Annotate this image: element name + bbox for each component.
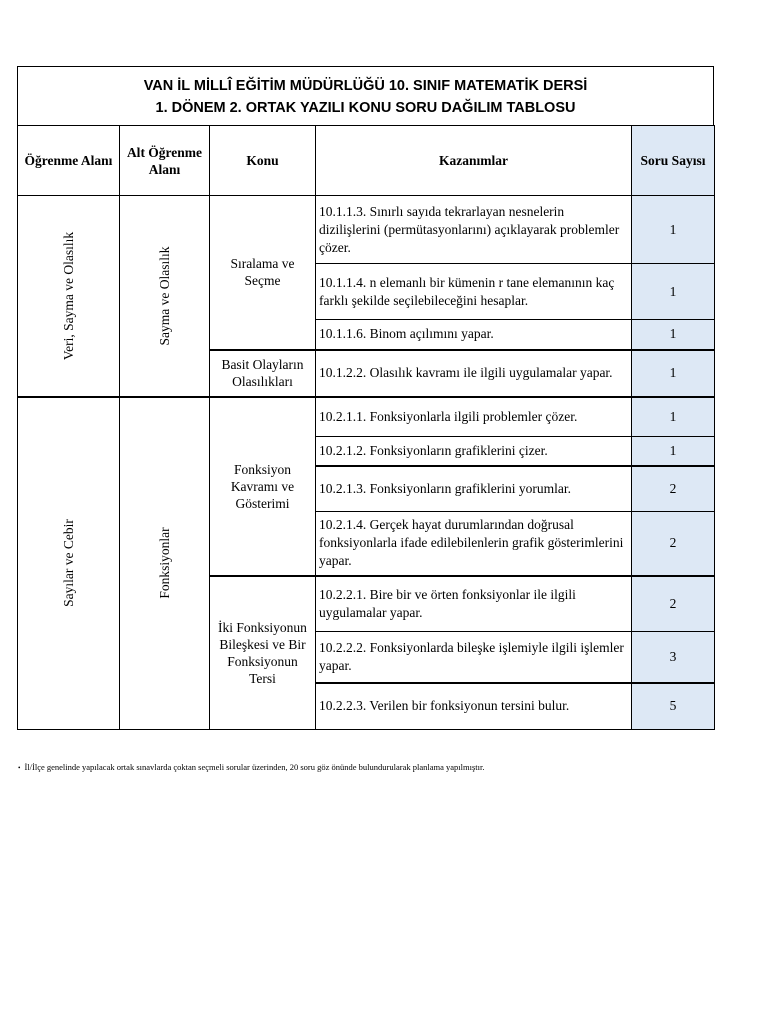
footnote-bullet: • [18, 764, 21, 773]
soru-cell: 1 [632, 264, 715, 320]
kazanim-cell: 10.2.1.1. Fonksiyonlarla ilgili problemler çözer. [316, 397, 632, 437]
header-kazanimlar: Kazanımlar [316, 126, 632, 196]
soru-cell: 1 [632, 397, 715, 437]
table-title [17, 66, 714, 126]
header-soru-sayisi: Soru Sayısı [632, 126, 715, 196]
table-row [18, 397, 715, 437]
header-alt-ogrenme-alani: Alt Öğrenme Alanı [120, 126, 210, 196]
header-ogrenme-alani: Öğrenme Alanı [18, 126, 120, 196]
konu-cell: Basit Olayların Olasılıkları [210, 350, 316, 397]
header-row [18, 126, 715, 196]
konu-cell: Sıralama ve Seçme [210, 196, 316, 350]
soru-cell: 3 [632, 632, 715, 683]
distribution-table [17, 125, 715, 730]
title-line-2: 1. DÖNEM 2. ORTAK YAZILI KONU SORU DAĞILIM TABLOSU [155, 100, 576, 116]
kazanim-cell: 10.1.2.2. Olasılık kavramı ile ilgili uygulamalar yapar. [316, 350, 632, 397]
soru-cell: 2 [632, 466, 715, 512]
soru-cell: 1 [632, 320, 715, 350]
kazanim-cell: 10.1.1.3. Sınırlı sayıda tekrarlayan nesnelerin dizilişlerini (permütasyonlarını) açıklayarak problemler çözer. [316, 196, 632, 264]
table-row [18, 196, 715, 264]
title-line-1: VAN İL MİLLÎ EĞİTİM MÜDÜRLÜĞÜ 10. SINIF MATEMATİK DERSİ [143, 78, 588, 94]
kazanim-cell: 10.2.1.4. Gerçek hayat durumlarından doğrusal fonksiyonlarla ifade edilebilenlerin grafik gösterimlerini yapar. [316, 512, 632, 576]
header-konu: Konu [210, 126, 316, 196]
soru-cell: 1 [632, 196, 715, 264]
footnote [18, 762, 484, 772]
soru-cell: 2 [632, 576, 715, 632]
soru-cell: 5 [632, 683, 715, 730]
soru-cell: 2 [632, 512, 715, 576]
kazanim-cell: 10.1.1.6. Binom açılımını yapar. [316, 320, 632, 350]
ogrenme-alani-cell [18, 196, 120, 397]
kazanim-cell: 10.2.1.3. Fonksiyonların grafiklerini yorumlar. [316, 466, 632, 512]
kazanim-cell: 10.2.1.2. Fonksiyonların grafiklerini çizer. [316, 437, 632, 466]
kazanim-cell: 10.1.1.4. n elemanlı bir kümenin r tane elemanının kaç farklı şekilde seçilebileceğini hesaplar. [316, 264, 632, 320]
ogrenme-alani-cell [18, 397, 120, 730]
kazanim-cell: 10.2.2.2. Fonksiyonlarda bileşke işlemiyle ilgili işlemler yapar. [316, 632, 632, 683]
alt-ogrenme-alani-label: Fonksiyonlar [156, 527, 172, 599]
alt-ogrenme-alani-label: Sayma ve Olasılık [156, 246, 172, 346]
konu-cell: İki Fonksiyonun Bileşkesi ve Bir Fonksiyonun Tersi [210, 576, 316, 730]
konu-cell: Fonksiyon Kavramı ve Gösterimi [210, 397, 316, 576]
soru-cell: 1 [632, 350, 715, 397]
alt-ogrenme-alani-cell [120, 397, 210, 730]
kazanim-cell: 10.2.2.1. Bire bir ve örten fonksiyonlar ile ilgili uygulamalar yapar. [316, 576, 632, 632]
soru-cell: 1 [632, 437, 715, 466]
alt-ogrenme-alani-cell [120, 196, 210, 397]
kazanim-cell: 10.2.2.3. Verilen bir fonksiyonun tersini bulur. [316, 683, 632, 730]
ogrenme-alani-label: Sayılar ve Cebir [60, 519, 76, 608]
footnote-text: İl/İlçe genelinde yapılacak ortak sınavlarda çoktan seçmeli sorular üzerinden, 20 soru göz önünde bulundurularak planlama yapılmıştır. [24, 762, 485, 772]
ogrenme-alani-label: Veri, Sayma ve Olasılık [60, 231, 76, 360]
